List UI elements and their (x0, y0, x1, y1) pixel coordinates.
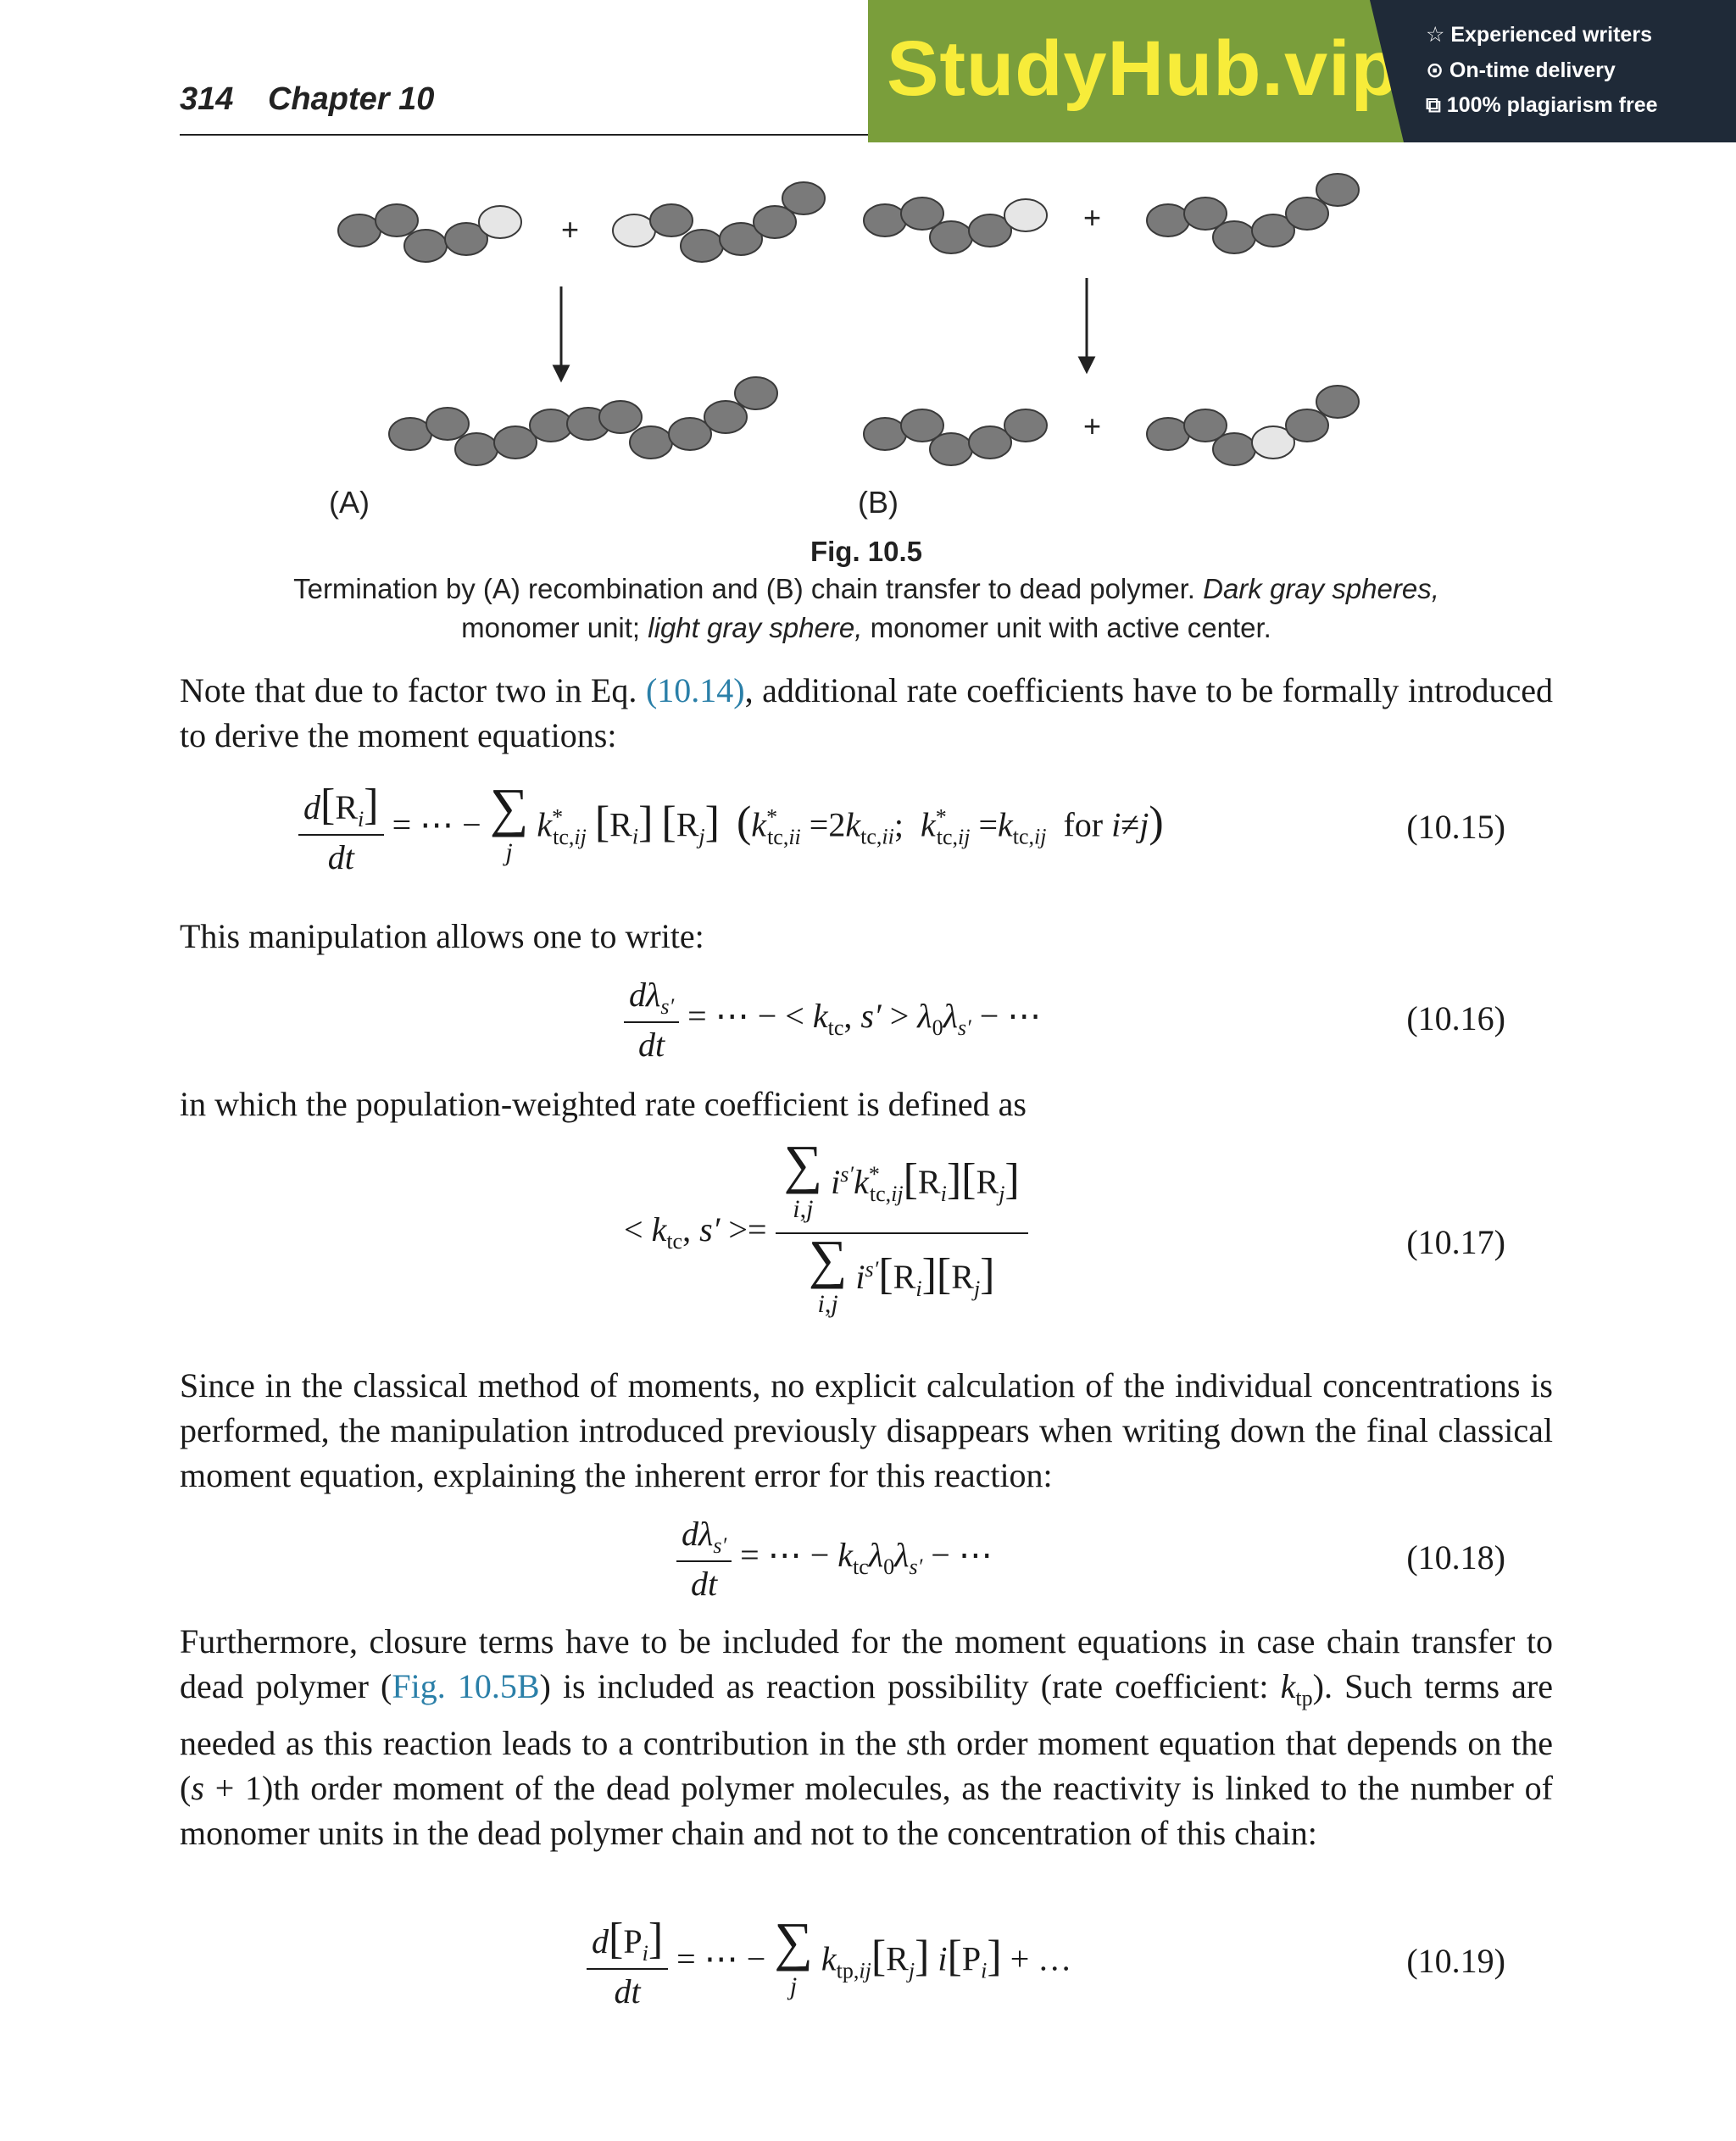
paragraph-text: th order moment equation that depends on the ( (180, 1724, 1553, 1807)
equation-link[interactable]: (10.14) (645, 671, 745, 709)
banner-logo[interactable]: StudyHub.vip (887, 25, 1399, 112)
figure-caption-title: Fig. 10.5 (810, 536, 923, 567)
paragraph-5: Furthermore, closure terms have to be included for the moment equations in case chain transfer to dead polymer (Fig. 10.5B) is included as reaction possibility (rate coefficient: $k_{tp}$). Such terms are needed as this reaction leads to a contribution in the sth order moment equation that depends on the (s + 1)th order moment of the dead polymer molecules, as the reactivity is linked to the number of monomer units in the dead polymer chain and not to the concentration of this chain: (180, 1622, 1553, 1852)
caption-text: monomer unit with active center. (870, 612, 1271, 643)
equation-10-17: < $k_{tc}$, s′ >= ∑ i,j $i^{s'}k^*_{tc,ij}[R_i][R_j]$ ∑ i,j $i^{s'}[R_i][R_j]$ (624, 1146, 1028, 1321)
chain-a-product (389, 377, 777, 465)
chain-diagram (305, 170, 1492, 526)
ad-banner[interactable] (868, 0, 1736, 142)
chain-b-reactant-1 (864, 197, 1047, 253)
paragraph-2: This manipulation allows one to write: (180, 917, 704, 955)
paragraph-1 (180, 668, 1553, 758)
banner-feature: ☆ Experienced writers (1426, 23, 1652, 47)
banner-feature: ⊙ On-time delivery (1426, 58, 1616, 82)
figure-caption (180, 570, 1553, 648)
equation-10-19: $\frac{d[P_i]}{dt}$ = ⋯ − ∑ j $k_{tp,ij}[R_j] i[P_i]$ + … (587, 1914, 1071, 2011)
panel-b-label: (B) (858, 485, 899, 520)
equation-number: (10.15) (1406, 808, 1505, 846)
chain-b-product-1 (864, 409, 1047, 465)
equation-number: (10.16) (1406, 999, 1505, 1037)
plus-sign: + (561, 212, 580, 247)
banner-features-panel (1404, 0, 1736, 142)
running-head (180, 81, 434, 118)
chain-a-reactant-2 (613, 182, 825, 262)
paragraph-text: , additional rate coefficients have to be formally introduced to derive the moment equations: (180, 671, 1554, 754)
figure-link[interactable]: Fig. 10.5B (392, 1667, 540, 1705)
chain-a-reactant-1 (338, 204, 521, 262)
chapter-title: Chapter 10 (267, 81, 435, 117)
equation-10-18: $\frac{d\lambda_{s'}}{dt}$ = ⋯ − $k_{tc}\lambda_0\lambda_{s'}$ − ⋯ (676, 1514, 993, 1604)
figure-10-5 (305, 170, 1492, 526)
panel-a-label: (A) (329, 485, 370, 520)
equation-number: (10.17) (1406, 1223, 1505, 1261)
paragraph-text: )th order moment of the dead polymer molecules, as the reactivity is linked to the number of monomer units in the dead polymer chain and not to the concentration of this chain: (180, 1769, 1553, 1852)
paragraph-4: Since in the classical method of moments, no explicit calculation of the individual concentrations is performed, the manipulation introduced previously disappears when writing down the final classical moment equation, explaining the inherent error for this reaction: (180, 1366, 1553, 1494)
chain-b-reactant-2 (1147, 174, 1359, 253)
banner-logo-panel[interactable] (868, 0, 1404, 142)
equation-10-16: $\frac{d\lambda_{s'}}{dt}$ = ⋯ − < $k_{tc}$, $s' > \lambda_0\lambda_{s'}$ − ⋯ (624, 975, 1041, 1065)
paragraph-text: ) is included as reaction possibility (rate coefficient: (539, 1667, 1281, 1705)
chain-b-product-2 (1147, 386, 1359, 465)
paragraph-text: Note that due to factor two in Eq. (180, 671, 637, 709)
caption-emphasis: light gray sphere, (648, 612, 863, 643)
caption-text: Termination by (A) recombination and (B) chain transfer to dead polymer. (293, 573, 1195, 604)
page-number: 314 (180, 81, 234, 117)
paragraph-3: in which the population-weighted rate coefficient is defined as (180, 1085, 1027, 1123)
plus-sign: + (1083, 409, 1102, 443)
equation-number: (10.18) (1406, 1538, 1505, 1577)
caption-emphasis: Dark gray spheres, (1203, 573, 1439, 604)
equation-number: (10.19) (1406, 1942, 1505, 1980)
paragraph-text: ). Such terms are needed as this reaction leads to a contribution in the (180, 1667, 1553, 1762)
plus-sign: + (1083, 200, 1102, 235)
paragraph-text: Furthermore, closure terms have to be included for the moment equations in case chain transfer to dead polymer ( (180, 1622, 1553, 1705)
equation-10-15: $\frac{d[R_i]}{dt}$ = ⋯ − ∑ j $k^*_{tc,ij}$ $[R_i]$ $[R_j]$ ($k^*_{tc,ii} =2k_{tc,ii}$; $k^*_{tc,ij} =k_{tc,ij}$ for i≠j) (298, 780, 1164, 877)
caption-text: monomer unit; (461, 612, 641, 643)
banner-feature: ⧉ 100% plagiarism free (1426, 93, 1658, 117)
